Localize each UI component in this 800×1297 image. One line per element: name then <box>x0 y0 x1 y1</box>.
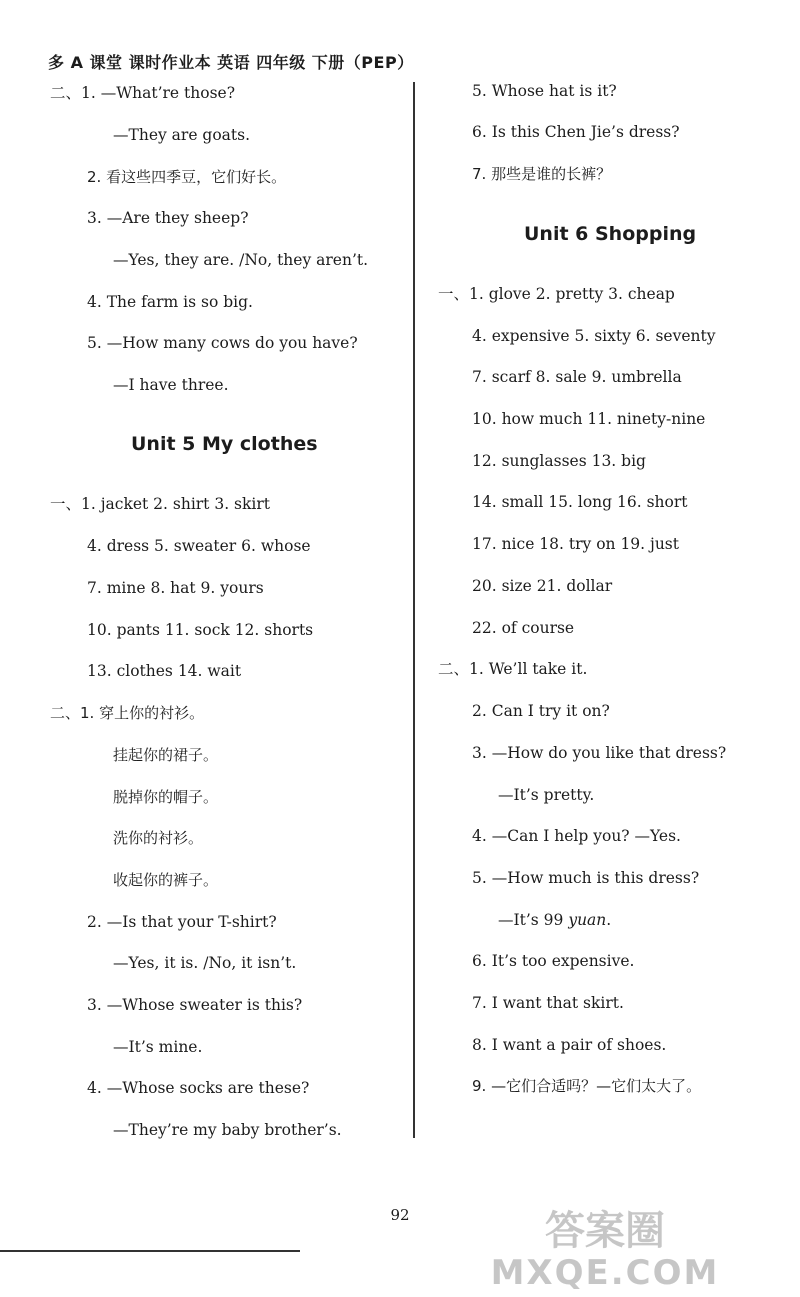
answer-line: 2. 看这些四季豆，它们好长。 <box>87 168 287 186</box>
answer-line: 14. small 15. long 16. short <box>472 493 688 511</box>
answer-line: 4. expensive 5. sixty 6. seventy <box>472 327 716 345</box>
answer-line: 5. Whose hat is it? <box>472 82 617 100</box>
page-header: 多 A 课堂 课时作业本 英语 四年级 下册（PEP） <box>48 53 414 72</box>
page-number: 92 <box>390 1206 410 1224</box>
watermark-bottom-text: MXQE.COM <box>490 1253 720 1290</box>
answer-line: —Yes, they are. /No, they aren’t. <box>113 251 369 269</box>
answer-line: —Yes, it is. /No, it isn’t. <box>113 954 297 972</box>
answer-line: 5. —How many cows do you have? <box>87 334 358 352</box>
answer-line: 4. dress 5. sweater 6. whose <box>87 537 311 555</box>
answer-line: 17. nice 18. try on 19. just <box>472 535 679 553</box>
watermark-top-text: 答案圈 <box>545 1208 665 1254</box>
answer-line: 6. Is this Chen Jie’s dress? <box>472 123 680 141</box>
answer-line: 22. of course <box>472 619 575 637</box>
answer-line: 挂起你的裙子。 <box>113 746 219 764</box>
answer-line: 20. size 21. dollar <box>472 577 613 595</box>
period: . <box>606 911 612 929</box>
answer-line: 二、1. We’ll take it. <box>438 660 588 678</box>
answer-line: 7. I want that skirt. <box>472 994 624 1012</box>
answer-line: 脱掉你的帽子。 <box>113 788 219 806</box>
answer-line: 7. 那些是谁的长裤？ <box>472 165 612 183</box>
answer-line: —They’re my baby brother’s. <box>113 1121 342 1139</box>
answer-line: 二、1. 穿上你的衬衫。 <box>50 704 205 722</box>
answer-line: 2. —Is that your T-shirt? <box>87 913 277 931</box>
unit6-heading: Unit 6 Shopping <box>524 223 697 245</box>
unit5-heading: Unit 5 My clothes <box>131 433 318 455</box>
column-divider <box>413 82 415 1138</box>
answer-line <box>498 910 611 930</box>
answer-line: 6. It’s too expensive. <box>472 952 635 970</box>
answer-line: 13. clothes 14. wait <box>87 662 242 680</box>
answer-line: 7. scarf 8. sale 9. umbrella <box>472 368 682 386</box>
answer-line: —I have three. <box>113 376 229 394</box>
answer-line: 洗你的衬衫。 <box>113 829 204 847</box>
answer-line: 7. mine 8. hat 9. yours <box>87 579 264 597</box>
answer-line: 10. pants 11. sock 12. shorts <box>87 621 314 639</box>
answer-line: 12. sunglasses 13. big <box>472 452 646 470</box>
answer-text: —It’s 99 <box>498 911 569 929</box>
watermark-logo <box>428 1204 783 1290</box>
answer-line: 4. —Can I help you? —Yes. <box>472 827 681 845</box>
answer-line: 10. how much 11. ninety-nine <box>472 410 706 428</box>
answer-line: 5. —How much is this dress? <box>472 869 700 887</box>
answer-line: 3. —How do you like that dress? <box>472 744 727 762</box>
answer-line: 二、1. —What’re those? <box>50 84 236 102</box>
bottom-rule <box>0 1250 300 1252</box>
answer-line: 收起你的裤子。 <box>113 871 219 889</box>
answer-line: 一、1. glove 2. pretty 3. cheap <box>438 285 675 303</box>
answer-line: —It’s mine. <box>113 1038 203 1056</box>
answer-line: 3. —Whose sweater is this? <box>87 996 303 1014</box>
answer-line: 一、1. jacket 2. shirt 3. skirt <box>50 495 270 513</box>
answer-line: —It’s pretty. <box>498 786 595 804</box>
answer-line: 4. —Whose socks are these? <box>87 1079 310 1097</box>
answer-line: 9. —它们合适吗？—它们太大了。 <box>472 1077 702 1095</box>
answer-line: 4. The farm is so big. <box>87 293 253 311</box>
answer-line: 3. —Are they sheep? <box>87 209 249 227</box>
currency-yuan: yuan <box>568 911 607 929</box>
answer-line: 8. I want a pair of shoes. <box>472 1036 667 1054</box>
answer-line: —They are goats. <box>113 126 251 144</box>
answer-line: 2. Can I try it on? <box>472 702 610 720</box>
